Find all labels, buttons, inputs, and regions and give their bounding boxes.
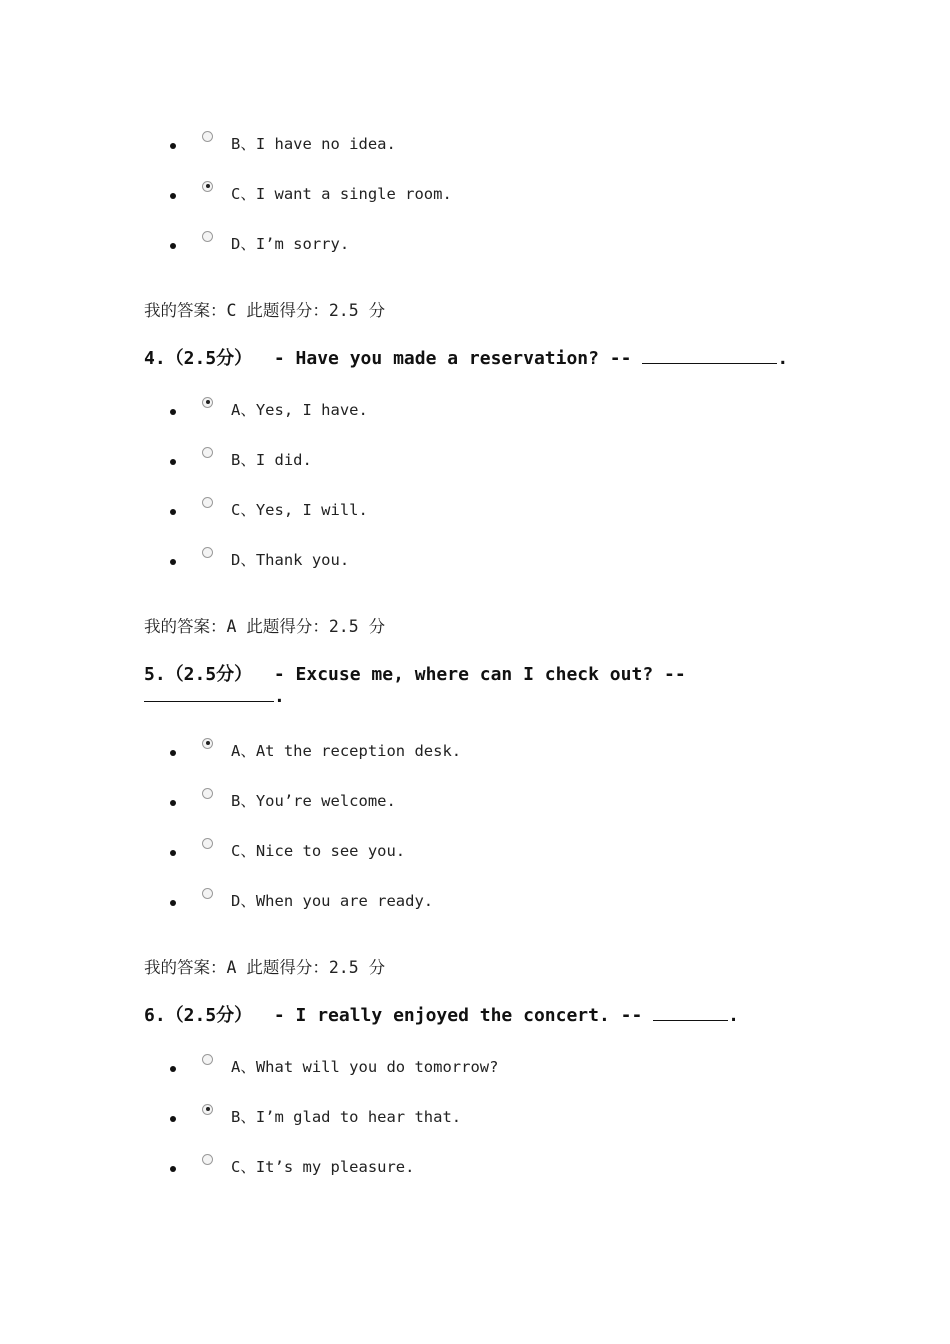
radio-button-selected[interactable] [202, 1104, 213, 1115]
answer-blank [642, 349, 777, 364]
question-text: 4.（2.5分） - Have you made a reservation? -- [144, 348, 643, 369]
list-item [170, 397, 368, 421]
radio-button-selected[interactable] [202, 181, 213, 192]
list-item [170, 1154, 414, 1178]
list-item [170, 131, 396, 155]
list-item [170, 181, 452, 205]
radio-button[interactable] [202, 888, 213, 899]
bullet [170, 143, 176, 149]
radio-button[interactable] [202, 231, 213, 242]
question-text: 6.（2.5分） - I really enjoyed the concert. -- [144, 1005, 654, 1026]
bullet [170, 509, 176, 515]
list-item [170, 838, 405, 862]
bullet [170, 900, 176, 906]
option-label: C、Yes, I will. [231, 501, 368, 519]
radio-button[interactable] [202, 838, 213, 849]
option-label: B、You’re welcome. [231, 792, 396, 810]
bullet [170, 559, 176, 565]
bullet [170, 1116, 176, 1122]
list-item [170, 788, 396, 812]
answer-blank [144, 687, 274, 702]
option-label: A、What will you do tomorrow? [231, 1058, 499, 1076]
bullet [170, 1166, 176, 1172]
list-item [170, 231, 349, 255]
radio-button-selected[interactable] [202, 738, 213, 749]
list-item [170, 1054, 498, 1078]
option-label: A、At the reception desk. [231, 742, 462, 760]
bullet [170, 193, 176, 199]
list-item [170, 447, 312, 471]
option-label: B、I have no idea. [231, 135, 396, 153]
bullet [170, 850, 176, 856]
bullet [170, 750, 176, 756]
option-label: A、Yes, I have. [231, 401, 368, 419]
option-label: B、I did. [231, 451, 312, 469]
question-end: . [777, 348, 789, 369]
bullet [170, 1066, 176, 1072]
bullet [170, 409, 176, 415]
question-title [144, 1001, 739, 1027]
list-item [170, 547, 349, 571]
question-end: . [274, 686, 285, 707]
radio-button[interactable] [202, 497, 213, 508]
question-title: 5.（2.5分） - Excuse me, where can I check out? -- [144, 664, 686, 685]
radio-button[interactable] [202, 447, 213, 458]
answer-blank [653, 1006, 728, 1021]
list-item [170, 738, 461, 762]
option-label: C、I want a single room. [231, 185, 452, 203]
option-label: C、It’s my pleasure. [231, 1158, 415, 1176]
question-end: . [728, 1005, 739, 1026]
radio-button[interactable] [202, 788, 213, 799]
radio-button[interactable] [202, 131, 213, 142]
question-title [144, 344, 788, 370]
radio-button[interactable] [202, 1154, 213, 1165]
radio-button-selected[interactable] [202, 397, 213, 408]
option-label: D、I’m sorry. [231, 235, 350, 253]
question-title-continued [144, 686, 285, 707]
bullet [170, 800, 176, 806]
radio-button[interactable] [202, 547, 213, 558]
bullet [170, 243, 176, 249]
option-label: D、When you are ready. [231, 892, 434, 910]
list-item [170, 497, 368, 521]
list-item [170, 1104, 461, 1128]
bullet [170, 459, 176, 465]
list-item [170, 888, 433, 912]
option-label: D、Thank you. [231, 551, 350, 569]
radio-button[interactable] [202, 1054, 213, 1065]
answer-score: 我的答案：C 此题得分：2.5 分 [144, 301, 386, 320]
answer-score: 我的答案：A 此题得分：2.5 分 [144, 617, 386, 636]
answer-score: 我的答案：A 此题得分：2.5 分 [144, 958, 386, 977]
option-label: B、I’m glad to hear that. [231, 1108, 462, 1126]
option-label: C、Nice to see you. [231, 842, 406, 860]
